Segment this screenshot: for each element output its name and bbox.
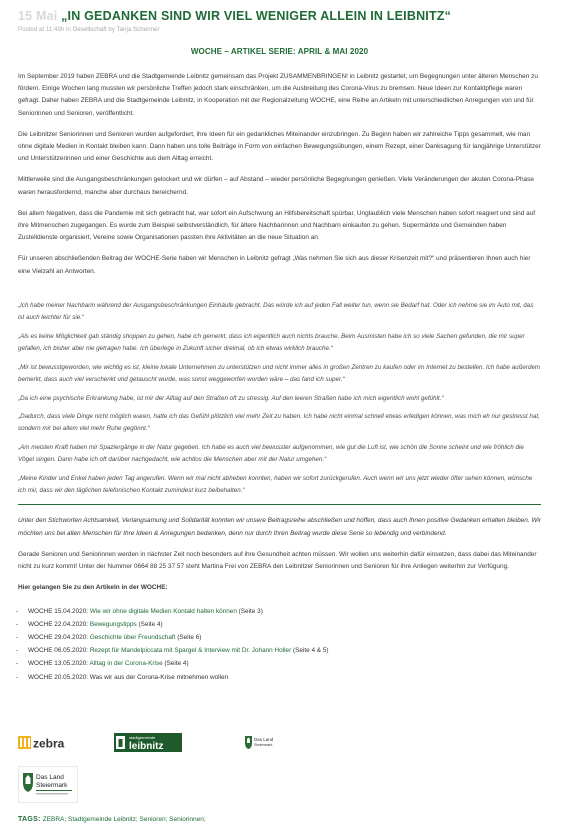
series-subtitle: WOCHE – ARTIKEL SERIE: APRIL & MAI 2020 <box>190 47 369 56</box>
articles-heading: Hier gelangen Sie zu den Artikeln in der WOCHE: <box>18 584 168 592</box>
land2-line1: Das Land <box>36 774 64 781</box>
post-headline: „IN GEDANKEN SIND WIR VIEL WENIGER ALLEIN IN LEIBNITZ“ <box>61 9 452 23</box>
closing-paragraph: Gerade Senioren und Seniorinnen werden in nächster Zeit noch besonders auf ihre Gesundheit achten müssen. Wir wollen uns weiterhin dafür einsetzen, dass dabei das Miteinander nicht zu kurz kommt! Unter der Nummer 0664 88 25 37 57 steht Martina Frei von ZEBRA den Leibnitzer Seniorinnen und Senioren für ihre Anliegen weiterhin zur Verfügung. <box>18 550 537 571</box>
post-title <box>18 8 541 24</box>
article-page: (Seite 6) <box>175 633 202 641</box>
bullet-dash-icon: - <box>16 620 19 628</box>
article-page: (Seite 4) <box>162 660 189 668</box>
article <box>18 0 541 684</box>
intro-paragraph: Im September 2019 haben ZEBRA und die Stadtgemeinde Leibnitz gemeinsam das Projekt ZUSAMMENBRINGEN! in Leibnitz gestartet, um Begegnungen unter älteren Menschen zu fördern. Einige Wochen lang mussten wir persönliche Treffen jedoch stark einschränken, um die Ausbreitung des Corona-Virus zu bremsen. Neue Ideen zur Kontaktpflege waren gefragt. Daher haben ZEBRA und die Stadtgemeinde Leibnitz, in Kooperation mit der Regionalzeitung WOCHE, eine Reihe an Artikeln mit unterschiedlichen Anregungen von und für Seniorinnen und Senioren, veröffentlicht. <box>18 73 538 117</box>
article-link[interactable]: Wie wir ohne digitale Medien Kontakt halten können <box>89 607 237 615</box>
meta-by: by <box>106 26 117 33</box>
leibnitz-logo[interactable] <box>114 733 182 752</box>
land1-line1: Das Land <box>254 737 274 742</box>
land1-line2: Steiermark <box>254 743 273 747</box>
article-date: WOCHE 29.04.2020: <box>28 633 90 641</box>
article-date: WOCHE 20.05.2020: Was wir aus der Corona-Krise mitnehmen wollen <box>28 673 229 681</box>
article-item <box>18 671 541 684</box>
quote: „Meine Kinder und Enkel haben jeden Tag angerufen. Wenn wir mal nicht abheben konnten, haben wir sofort zurückgerufen. Auch wenn wir uns jetzt wieder öfter sehen können, wünsche ich mir, dass wir den täglichen telefonischen Kontakt zumindest kurz beibehalten.“ <box>18 475 533 495</box>
quote: „Da ich eine psychische Erkrankung habe, ist mir der Alltag auf den Straßen oft zu stressig. Auf den leeren Straßen habe ich mich eigentlich wohl gefühlt.“ <box>18 394 444 402</box>
zebra-logo[interactable] <box>18 734 74 751</box>
bullet-dash-icon: - <box>16 607 19 615</box>
zebra-logo-icon <box>18 734 74 751</box>
article-item <box>18 657 541 670</box>
bullet-dash-icon: - <box>16 673 19 681</box>
quote: „Als es keine Möglichkeit gab ständig shoppen zu gehen, habe ich gemerkt, dass ich eigentlich auch nichts brauche. Beim Ausmisten habe ich so viele Sachen gefunden, die mir super gefallen, ich bisher aber nie getragen habe. Ich überlege in Zukunft sicher dreimal, ob ich etwas wirklich brauche.“ <box>18 332 525 352</box>
articles-list <box>18 605 541 684</box>
body-paragraph: Die Leibnitzer Seniorinnen und Senioren wurden aufgefordert, ihre Ideen für ein gedankliches Miteinander einzubringen. Zu Beginn haben wir zahlreiche Tipps gesammelt, wie man ohne digitale Medien in Kontakt bleiben kann. Dann haben uns tolle Beiträge in Form von einfachen Bewegungsübungen, einem Rezept, einer Danksagung für langjährige Unterstützer und Unterstützerinnen und einer Geschichte aus dem Alltag erreicht. <box>18 130 541 163</box>
body-paragraph: Für unseren abschließenden Beitrag der WOCHE-Serie haben wir Menschen in Leibnitz gefragt „Was nehmen Sie sich aus dieser Krisenzeit mit?“ und präsentieren Ihnen auch hier eine Vielzahl an Antworten. <box>18 255 531 275</box>
author-link[interactable]: Tanja Schenner <box>116 26 160 33</box>
land-steiermark-icon <box>244 734 280 751</box>
leibnitz-logo-text: leibnitz <box>129 741 164 752</box>
article-date: WOCHE 22.04.2020: <box>28 620 90 628</box>
article-link[interactable]: Rezept für Mandelpiccata mit Spargel & Interview mit Dr. Johann Holler <box>89 647 292 655</box>
meta-prefix: Posted at 11:49h in <box>18 26 73 33</box>
land-steiermark-logo[interactable] <box>244 734 280 751</box>
article-link[interactable]: Alltag in der Corona-Krise <box>89 660 163 668</box>
tags-values[interactable]: ZEBRA; Stadtgemeinde Leibnitz; Senioren; Seniorinnen; <box>42 816 206 823</box>
tags-label: TAGS: <box>18 816 41 823</box>
article-date: WOCHE 15.04.2020: <box>28 607 90 615</box>
quote: „Am meisten Kraft haben mir Spaziergänge in der Natur gegeben. Ich habe es auch viel bewusster aufgenommen, wie gut die Luft ist, wie schön die Sonne scheint und wie fröhlich die Vögel singen. Dann habe ich oft darüber nachgedacht, wie achtlos die Menschen aber mit der Natur umgehen.“ <box>18 444 524 464</box>
land2-line2: Steiermark <box>36 782 68 789</box>
zebra-logo-text: zebra <box>33 736 65 751</box>
article-page: (Seite 4 & 5) <box>291 647 329 655</box>
article-item <box>18 644 541 657</box>
divider <box>18 504 541 505</box>
leibnitz-logo-small: stadtgemeinde <box>129 735 156 740</box>
closing-italic: Unter den Stichworten Achtsamkeit, Verlangsamung und Solidarität konnten wir unsere Beitragsreihe abschließen und hoffen, dass auch Ihnen positive Gedanken erhalten bleiben. Wir möchten uns bei allen Menschen für Ihre Ideen & Anregungen bedanken, denn nur durch Ihren Beitrag wurde diese Serie so lebendig und verbindend. <box>18 517 541 537</box>
land-steiermark-large-icon <box>19 767 77 802</box>
quote: „Mir ist bewusstgeworden, wie wichtig es ist, kleine lokale Unternehmen zu unterstützen und nicht immer alles in großen Zentren zu kaufen oder im Internet zu bestellen. Ich habe außerdem bemerkt, dass auch viel verschenkt und getauscht wurde, was sonst weggeworfen worden wäre – das fand ich super.“ <box>18 363 541 383</box>
partner-logos <box>18 733 318 755</box>
bullet-dash-icon: - <box>16 647 19 655</box>
tags-row <box>18 816 206 823</box>
quotes-list <box>18 300 541 498</box>
category-link[interactable]: Gesellschaft <box>72 26 107 33</box>
land-steiermark-logo-large[interactable] <box>18 766 78 803</box>
post-date: 15 Mai <box>18 9 58 23</box>
body-paragraph: Mittlerweile sind die Ausgangsbeschränkungen gelockert und wir dürfen – auf Abstand – wieder persönliche Begegnungen genießen. Viele Veränderungen der akuten Corona-Phase waren herausfordernd, manche aber durchaus bereichernd. <box>18 176 534 196</box>
article-item <box>18 605 541 618</box>
bullet-dash-icon: - <box>16 660 19 668</box>
article-item <box>18 618 541 631</box>
article-link[interactable]: Geschichte über Freundschaft <box>89 633 176 641</box>
quote: „Dadurch, dass viele Dinge nicht möglich waren, hatte ich das Gefühl plötzlich viel mehr Zeit zu haben. Ich habe nicht einmal schnell etwas erledigen können, was mich eh nur gestresst hat, sondern mir bei allem viel mehr Ruhe gegönnt.“ <box>18 413 540 433</box>
body-paragraph: Bei allem Negativen, dass die Pandemie mit sich gebracht hat, war sofort ein Aufschwung an Hilfsbereitschaft spürbar. Unglaublich viele Menschen haben sofort reagiert und sind auf ihre Mitmenschen zugegangen. Es wurde zum Beispiel selbstverständlich, für ältere Nachbarinnen und Nachbarn einkaufen zu gehen. Supermärkte und Gemeinden haben Zustelldienste organisiert, Vereine sowie Organisationen passten ihre Aktivitäten an die neue Situation an. <box>18 209 536 242</box>
article-link[interactable]: Bewegungstipps <box>89 620 137 628</box>
article-page: (Seite 4) <box>136 620 163 628</box>
leibnitz-logo-icon <box>114 733 182 752</box>
article-item <box>18 631 541 644</box>
article-page: (Seite 3) <box>236 607 263 615</box>
article-date: WOCHE 13.05.2020: <box>28 660 90 668</box>
bullet-dash-icon: - <box>16 633 19 641</box>
quote: „Ich habe meiner Nachbarin während der Ausgangsbeschränkungen Einhäufe gebracht. Das würde ich auf jeden Fall weiter tun, wenn sie Bedarf hat. Oder ich nehme sie im Auto mit, das ist auch leichter für sie.“ <box>18 301 534 322</box>
article-date: WOCHE 06.05.2020: <box>28 647 90 655</box>
post-meta <box>18 26 541 36</box>
